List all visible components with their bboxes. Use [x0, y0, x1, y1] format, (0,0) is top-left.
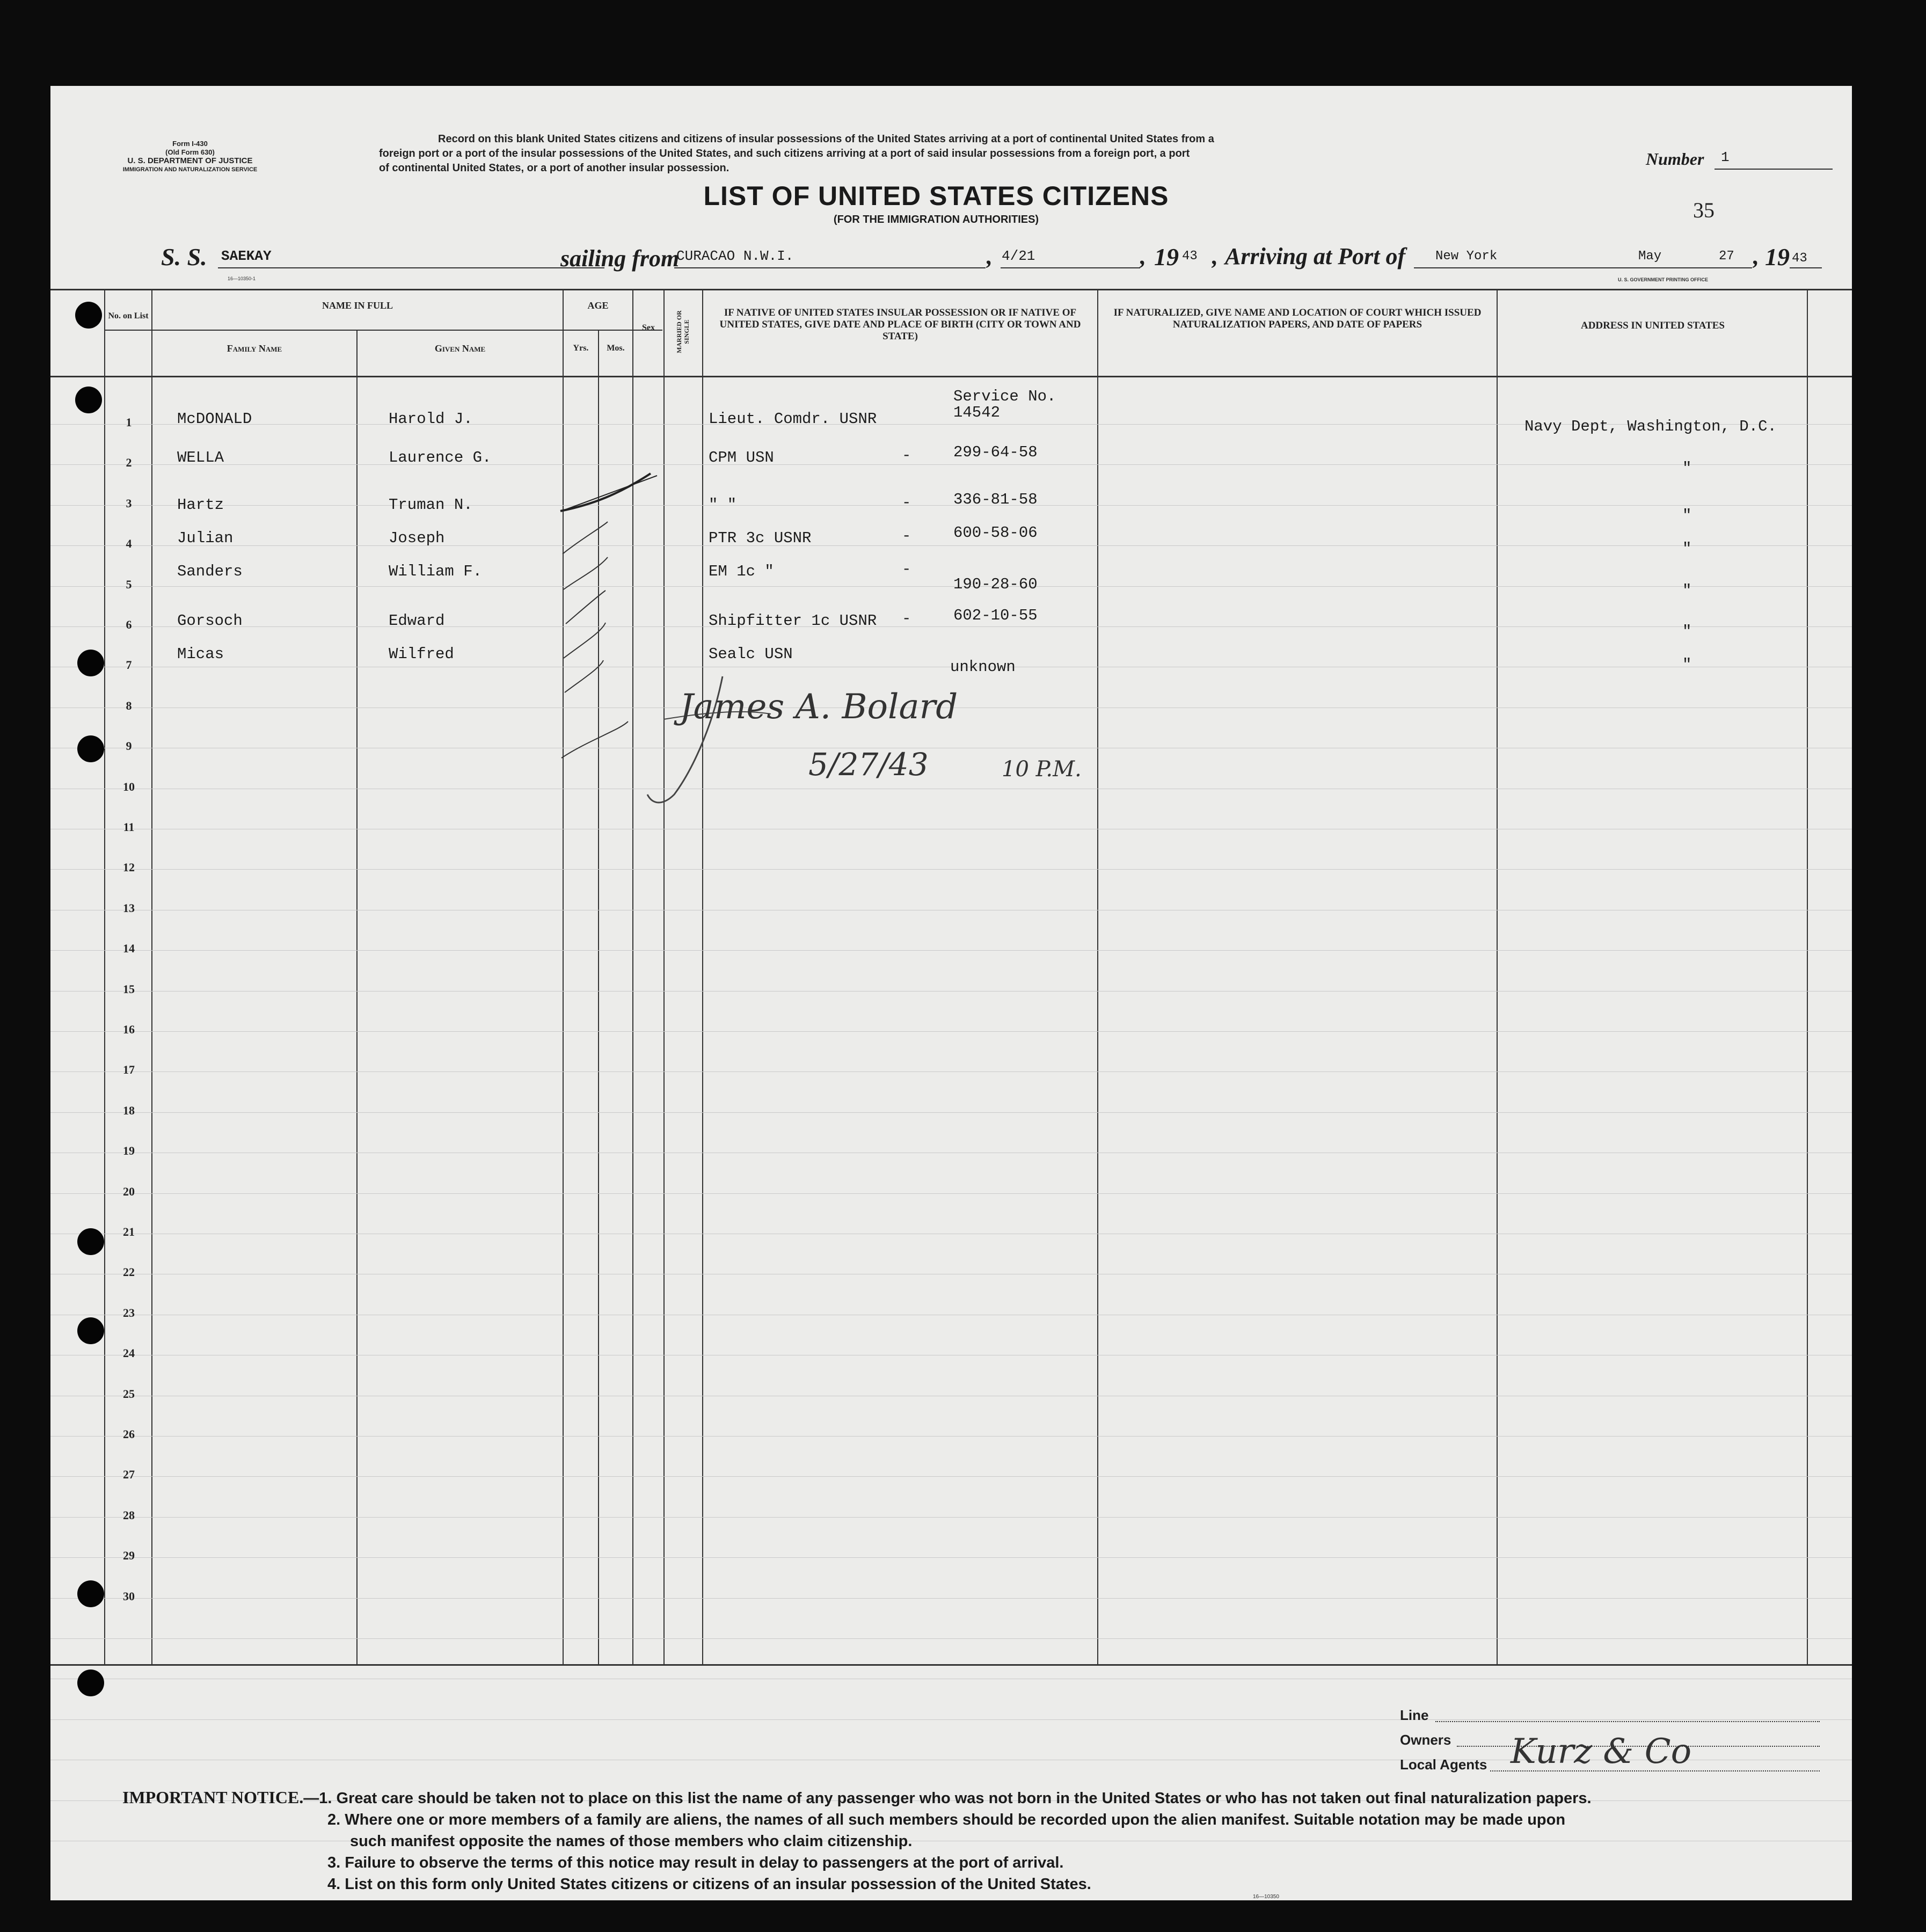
- number-value: 1: [1721, 149, 1730, 165]
- ruled-line: [50, 505, 1852, 506]
- checkmark: [564, 557, 608, 589]
- ss-label: S. S.: [161, 243, 207, 271]
- inspector-annotation: [631, 666, 1114, 848]
- local-agents-value: Kurz & Co: [1511, 1732, 1692, 1771]
- punch-hole: [77, 1228, 104, 1255]
- passenger-rating: CPM USN: [709, 449, 774, 466]
- col-header-age: AGE: [587, 300, 609, 311]
- passenger-family-name: Hartz: [177, 496, 224, 514]
- passenger-given-name: Edward: [389, 612, 445, 630]
- ruled-line: [50, 1517, 1852, 1518]
- passenger-service-number: unknown: [950, 658, 1016, 676]
- instructions-line-3: of continental United States, or a port of another insular possession.: [379, 162, 729, 174]
- row-number: 18: [123, 1103, 135, 1117]
- ruled-line: [50, 545, 1852, 546]
- instructions-line-2: foreign port or a port of the insular possessions of the United States, and such citizens arriving at a port of said insular possessions from a foreign port, a port: [379, 148, 1190, 159]
- service-name: IMMIGRATION AND NATURALIZATION SERVICE: [122, 166, 258, 173]
- annotation-date: 5/27/43: [808, 746, 929, 783]
- agents-block: [1349, 1707, 1843, 1782]
- passenger-given-name: William F.: [389, 563, 483, 580]
- arrival-year: 43: [1792, 251, 1807, 266]
- arrival-month: May: [1638, 249, 1662, 264]
- row-number: 21: [123, 1225, 135, 1238]
- table-top-border: [50, 289, 1852, 290]
- ruled-line: [50, 1436, 1852, 1437]
- arriving-label: Arriving at Port of: [1225, 243, 1406, 269]
- passenger-service-number: 299-64-58: [953, 443, 1038, 461]
- punch-hole: [77, 1580, 104, 1607]
- passenger-dash: -: [902, 610, 911, 628]
- row-number: 3: [126, 496, 132, 510]
- passenger-service-number: 600-58-06: [953, 524, 1038, 542]
- notice-line-5: 4. List on this form only United States citizens or citizens of an insular possession of the United States.: [327, 1876, 1091, 1893]
- form-number: Form I-430: [172, 140, 208, 148]
- checkmark: [565, 660, 603, 692]
- sailing-from-label: sailing from: [560, 245, 680, 272]
- row-number: 7: [126, 658, 132, 672]
- col-header-sex: Sex: [642, 323, 655, 332]
- punch-hole: [75, 302, 102, 329]
- line-label: Line: [1400, 1707, 1429, 1723]
- instructions-block: [379, 132, 1603, 176]
- passenger-family-name: Gorsoch: [177, 612, 243, 630]
- ruled-line: [50, 1598, 1852, 1599]
- ruled-line: [50, 1071, 1852, 1072]
- ruled-line: [50, 464, 1852, 465]
- col-header-given-name: Given Name: [434, 343, 486, 354]
- punch-hole: [77, 1317, 104, 1344]
- row-number: 27: [123, 1468, 135, 1482]
- passenger-dash: -: [902, 494, 911, 512]
- passenger-family-name: Sanders: [177, 563, 243, 580]
- row-number: 26: [123, 1427, 135, 1441]
- row-number: 20: [123, 1184, 135, 1198]
- ruled-line: [50, 1557, 1852, 1558]
- passenger-rating: Shipfitter 1c USNR: [709, 612, 877, 630]
- row-number: 10: [123, 779, 135, 793]
- passenger-address: Navy Dept, Washington, D.C.: [1524, 418, 1777, 435]
- footer-code: 16—10350: [1253, 1894, 1279, 1900]
- notice-line-3: such manifest opposite the names of those members who claim citizenship.: [350, 1833, 913, 1850]
- row-number: 17: [123, 1063, 135, 1077]
- passenger-dash: -: [902, 560, 911, 578]
- passenger-service-label: Service No.: [953, 388, 1056, 405]
- number-field: [1646, 149, 1850, 169]
- ship-name: SAEKAY: [221, 248, 272, 264]
- passenger-given-name: Laurence G.: [389, 449, 492, 466]
- passenger-given-name: Joseph: [389, 529, 445, 547]
- page-title: LIST OF UNITED STATES CITIZENS: [703, 181, 1169, 211]
- ruled-line: [50, 1112, 1852, 1113]
- checkmark: [561, 476, 657, 511]
- row-number: 14: [123, 942, 135, 956]
- passenger-rating: EM 1c ": [709, 563, 774, 580]
- col-header-native: IF NATIVE OF UNITED STATES INSULAR POSSESSION OR IF NATIVE OF UNITED STATES, GIVE DATE AND PLACE OF BIRTH (CITY OR TOWN AND STATE): [719, 307, 1081, 342]
- annotation-time: 10 P.M.: [1002, 757, 1082, 782]
- print-code: 16—10350-1: [228, 276, 256, 281]
- arrival-day: 27: [1719, 249, 1734, 264]
- checkmark: [560, 473, 651, 511]
- col-header-yrs: Yrs.: [573, 344, 589, 353]
- passenger-family-name: McDONALD: [177, 410, 252, 428]
- row-number: 28: [123, 1508, 135, 1522]
- local-agents-label: Local Agents: [1400, 1756, 1487, 1773]
- passenger-address: ": [1682, 540, 1692, 558]
- passenger-address: ": [1682, 582, 1692, 600]
- notice-line-1: IMPORTANT NOTICE.—1. Great care should be taken not to place on this list the name of any passenger who was not born in the United States or who has not taken out final naturalization papers.: [122, 1788, 1592, 1807]
- passenger-rating: " ": [709, 496, 737, 514]
- instructions-line-1: Record on this blank United States citizens and citizens of insular possessions of the United States arriving at a port of continental United States from a: [438, 133, 1214, 145]
- header-bottom-border: [50, 376, 1852, 377]
- row-number: 8: [126, 698, 132, 712]
- passenger-dash: -: [902, 527, 911, 545]
- passenger-given-name: Truman N.: [389, 496, 473, 514]
- year-prefix: 19: [1154, 243, 1179, 271]
- departure-date: 4/21: [1002, 248, 1035, 264]
- row-number: 23: [123, 1306, 135, 1319]
- row-number: 6: [126, 618, 132, 631]
- departure-year: 43: [1182, 249, 1198, 264]
- checkmark: [561, 721, 628, 758]
- number-label: Number: [1646, 149, 1704, 169]
- row-number: 19: [123, 1144, 135, 1158]
- passenger-service-number: 602-10-55: [953, 607, 1038, 624]
- passenger-service-number: 190-28-60: [953, 575, 1038, 593]
- ruled-line: [50, 1031, 1852, 1032]
- row-number: 29: [123, 1549, 135, 1563]
- passenger-dash: -: [902, 447, 911, 464]
- passenger-family-name: Julian: [177, 529, 234, 547]
- col-header-no: No. on List: [108, 311, 149, 320]
- notice-heading: IMPORTANT NOTICE.: [122, 1788, 304, 1807]
- punch-hole: [77, 1669, 104, 1696]
- col-header-married-single: MARRIED OR SINGLE: [675, 310, 690, 353]
- voyage-line: S. S. SAEKAY sailing from CURACAO N.W.I. , 4/21 , 19 43 , Arriving at Port of New York May 27 , 19 43: [50, 243, 1852, 275]
- printer-imprint: U. S. GOVERNMENT PRINTING OFFICE: [1618, 277, 1709, 282]
- passenger-service-number: 14542: [953, 404, 1001, 421]
- old-form-number: (Old Form 630): [165, 148, 215, 156]
- ruled-line: [50, 586, 1852, 587]
- row-number: 22: [123, 1265, 135, 1279]
- manifest-page: [50, 86, 1852, 1900]
- arrival-port: New York: [1435, 249, 1498, 264]
- ruled-line: [50, 869, 1852, 870]
- col-header-name-in-full: NAME IN FULL: [322, 300, 393, 311]
- row-number: 9: [126, 739, 132, 753]
- passenger-given-name: Harold J.: [389, 410, 473, 428]
- owners-label: Owners: [1400, 1732, 1451, 1748]
- ruled-line: [50, 1476, 1852, 1477]
- punch-hole: [77, 735, 104, 762]
- passenger-rating: PTR 3c USNR: [709, 529, 812, 547]
- row-number: 24: [123, 1346, 135, 1360]
- department-name: U. S. DEPARTMENT OF JUSTICE: [127, 156, 253, 165]
- checkmark: [566, 590, 605, 624]
- passenger-family-name: Micas: [177, 645, 224, 663]
- row-number: 30: [123, 1589, 135, 1603]
- page-stamp-number: 35: [1693, 198, 1715, 222]
- row-number: 15: [123, 982, 135, 996]
- passenger-address: ": [1682, 656, 1692, 674]
- ruled-line: [50, 950, 1852, 951]
- passenger-given-name: Wilfred: [389, 645, 454, 663]
- number-underline: [1715, 169, 1833, 170]
- passenger-family-name: WELLA: [177, 449, 224, 466]
- signature: James A. Bolard: [680, 687, 958, 727]
- page-subtitle: (FOR THE IMMIGRATION AUTHORITIES): [833, 214, 1039, 225]
- row-number: 2: [126, 456, 132, 470]
- passenger-address: ": [1682, 460, 1692, 477]
- ruled-line: [50, 626, 1852, 627]
- passenger-rating: Lieut. Comdr. USNR: [709, 410, 877, 428]
- punch-hole: [77, 650, 104, 676]
- row-number: 1: [126, 415, 132, 429]
- passenger-service-number: 336-81-58: [953, 491, 1038, 508]
- row-number: 11: [123, 820, 135, 834]
- row-number: 12: [123, 861, 135, 874]
- row-number: 4: [126, 537, 132, 551]
- important-notice: [122, 1787, 1592, 1895]
- departure-port: CURACAO N.W.I.: [676, 248, 794, 264]
- col-header-family-name: Family Name: [227, 343, 282, 354]
- checkmark: [563, 522, 608, 554]
- ruled-line: [50, 1193, 1852, 1194]
- punch-hole: [75, 387, 102, 413]
- row-number: 16: [123, 1023, 135, 1036]
- ruled-line: [50, 1638, 1852, 1639]
- row-number: 25: [123, 1387, 135, 1401]
- col-header-address: ADDRESS IN UNITED STATES: [1580, 320, 1725, 331]
- notice-line-4: 3. Failure to observe the terms of this notice may result in delay to passengers at the port of arrival.: [327, 1854, 1064, 1871]
- form-id-block: [93, 140, 287, 174]
- row-number: 5: [126, 577, 132, 591]
- row-number: 13: [123, 901, 135, 915]
- checkmark: [564, 623, 605, 658]
- notice-line-2: 2. Where one or more members of a family are aliens, the names of all such members should be recorded upon the alien manifest. Suitable notation may be made upon: [327, 1811, 1566, 1828]
- table-bottom-border: [50, 1664, 1852, 1666]
- passenger-address: ": [1682, 507, 1692, 524]
- col-header-mos: Mos.: [607, 344, 625, 353]
- passenger-address: ": [1682, 623, 1692, 640]
- passenger-rating: Sealc USN: [709, 645, 793, 663]
- col-header-naturalized: IF NATURALIZED, GIVE NAME AND LOCATION OF COURT WHICH ISSUED NATURALIZATION PAPERS, AND DATE OF PAPERS: [1113, 307, 1482, 330]
